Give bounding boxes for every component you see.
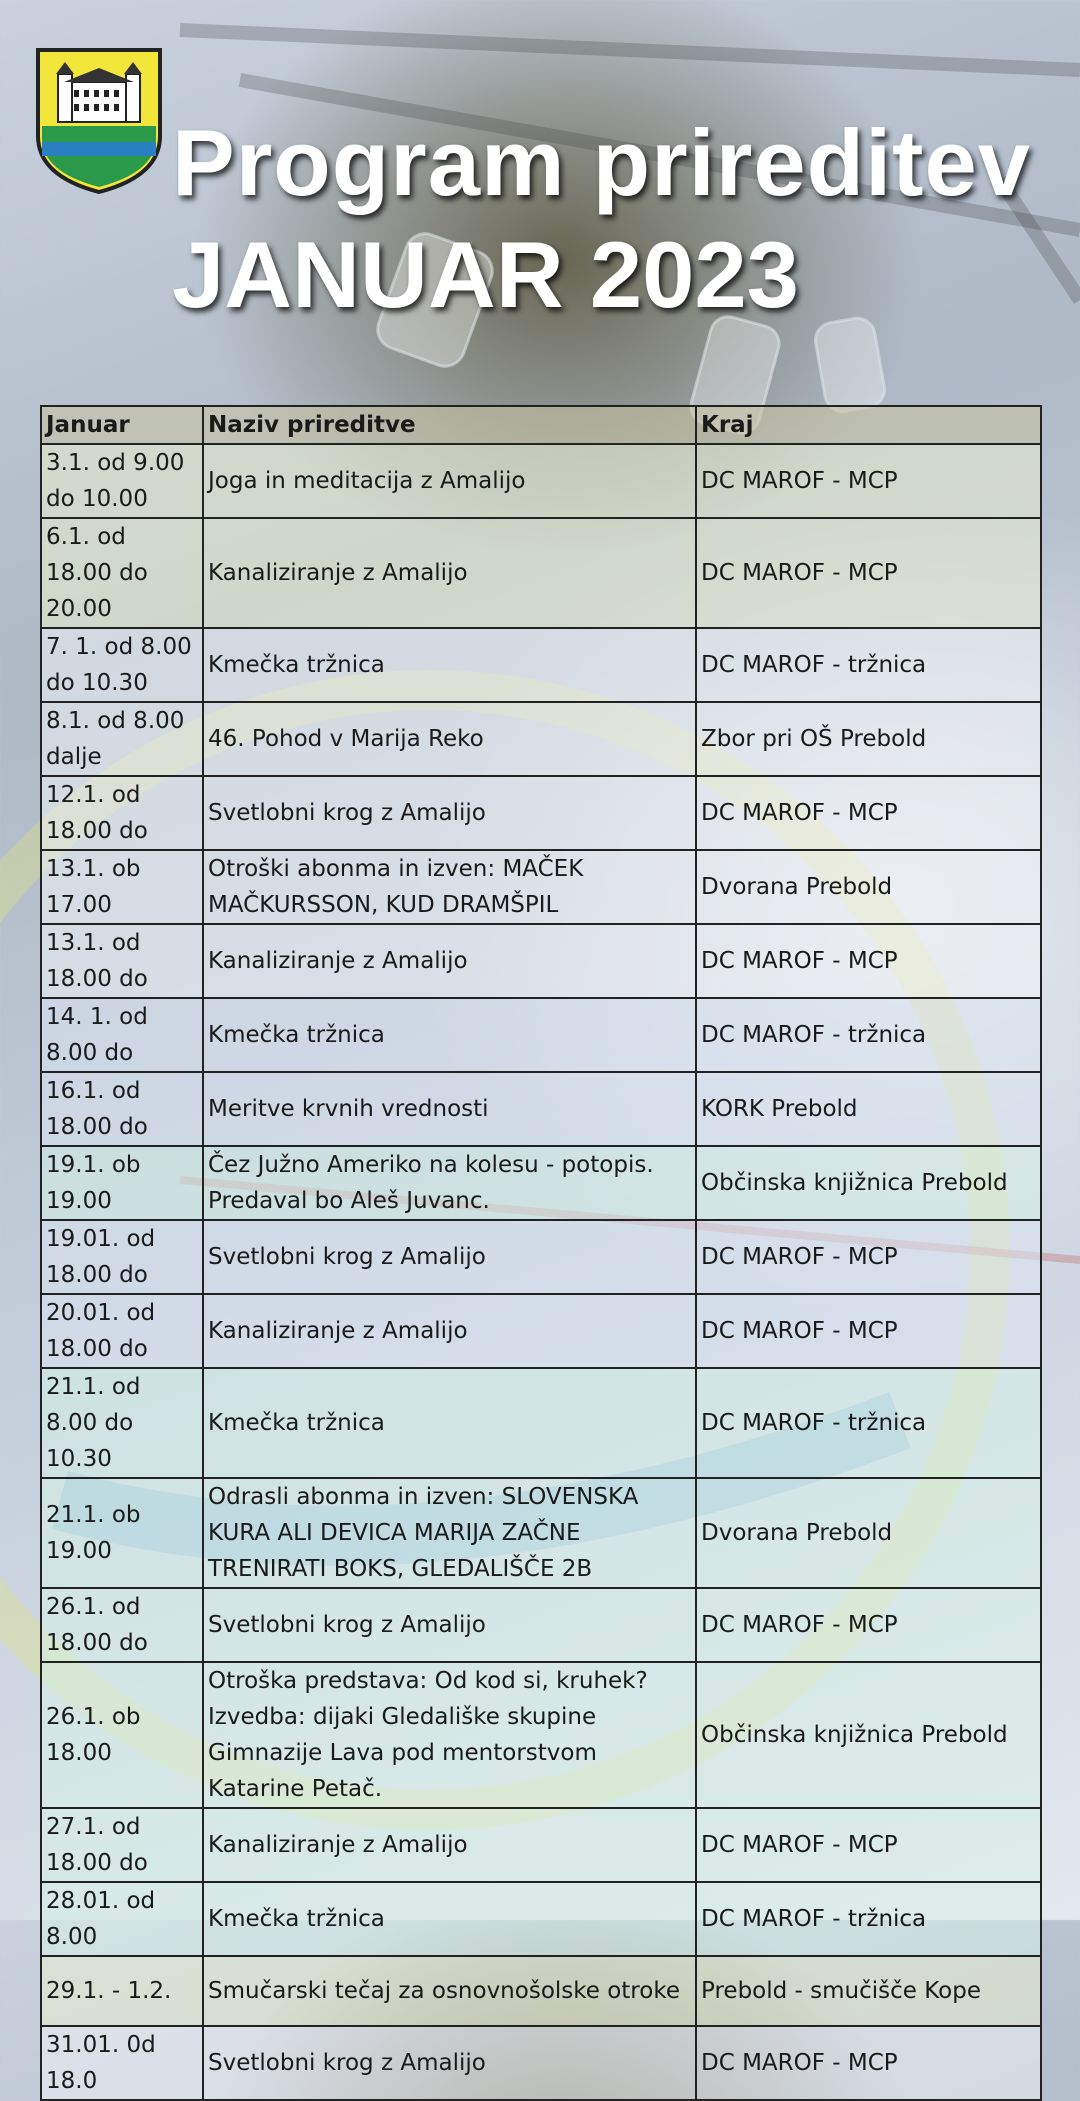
column-header-name: Naziv prireditve (203, 406, 696, 444)
table-row (41, 1072, 1041, 1146)
table-row (41, 850, 1041, 924)
event-place: DC MAROF - MCP (696, 1808, 1041, 1882)
event-name: Otroška predstava: Od kod si, kruhek? Izvedba: dijaki Gledališke skupine Gimnazije Lava pod mentorstvom Katarine Petač. (203, 1662, 696, 1808)
event-place: Dvorana Prebold (696, 850, 1041, 924)
table-row (41, 1220, 1041, 1294)
event-date: 19.1. ob 19.00 (41, 1146, 203, 1220)
event-date: 13.1. od 18.00 do (41, 924, 203, 998)
event-name: Kanaliziranje z Amalijo (203, 518, 696, 628)
event-place: Občinska knjižnica Prebold (696, 1662, 1041, 1808)
event-place: KORK Prebold (696, 1072, 1041, 1146)
event-date: 21.1. ob 19.00 (41, 1478, 203, 1588)
event-place: DC MAROF - MCP (696, 776, 1041, 850)
event-place: DC MAROF - MCP (696, 518, 1041, 628)
event-place: DC MAROF - MCP (696, 924, 1041, 998)
column-header-date: Januar (41, 406, 203, 444)
event-place: DC MAROF - tržnica (696, 1882, 1041, 1956)
table-row (41, 1662, 1041, 1808)
event-name: Čez Južno Ameriko na kolesu - potopis. Predaval bo Aleš Juvanc. (203, 1146, 696, 1220)
event-date: 19.01. od 18.00 do (41, 1220, 203, 1294)
table-row (41, 1956, 1041, 2026)
event-name: Kmečka tržnica (203, 998, 696, 1072)
table-row (41, 1478, 1041, 1588)
event-place: DC MAROF - tržnica (696, 628, 1041, 702)
event-place: Prebold - smučišče Kope (696, 1956, 1041, 2026)
column-header-place: Kraj (696, 406, 1041, 444)
table-row (41, 702, 1041, 776)
event-place: DC MAROF - MCP (696, 2026, 1041, 2100)
municipality-crest-icon (34, 46, 164, 196)
event-date: 21.1. od 8.00 do 10.30 (41, 1368, 203, 1478)
event-date: 26.1. ob 18.00 (41, 1662, 203, 1808)
table-row (41, 628, 1041, 702)
event-place: DC MAROF - MCP (696, 1294, 1041, 1368)
event-name: Otroški abonma in izven: MAČEK MAČKURSSON, KUD DRAMŠPIL (203, 850, 696, 924)
event-name: 46. Pohod v Marija Reko (203, 702, 696, 776)
event-place: DC MAROF - tržnica (696, 998, 1041, 1072)
event-name: Kmečka tržnica (203, 1368, 696, 1478)
event-name: Svetlobni krog z Amalijo (203, 1220, 696, 1294)
table-row (41, 1368, 1041, 1478)
event-name: Meritve krvnih vrednosti (203, 1072, 696, 1146)
event-date: 16.1. od 18.00 do (41, 1072, 203, 1146)
event-place: Dvorana Prebold (696, 1478, 1041, 1588)
event-date: 13.1. ob 17.00 (41, 850, 203, 924)
event-date: 6.1. od 18.00 do 20.00 (41, 518, 203, 628)
events-table (40, 405, 1042, 2101)
table-row (41, 998, 1041, 1072)
event-date: 12.1. od 18.00 do (41, 776, 203, 850)
event-name: Kanaliziranje z Amalijo (203, 1294, 696, 1368)
event-name: Svetlobni krog z Amalijo (203, 2026, 696, 2100)
event-name: Odrasli abonma in izven: SLOVENSKA KURA ALI DEVICA MARIJA ZAČNE TRENIRATI BOKS, GLEDALIŠČE 2B (203, 1478, 696, 1588)
event-date: 31.01. 0d 18.0 (41, 2026, 203, 2100)
table-row (41, 1146, 1041, 1220)
event-date: 20.01. od 18.00 do (41, 1294, 203, 1368)
table-row (41, 1294, 1041, 1368)
event-name: Joga in meditacija z Amalijo (203, 444, 696, 518)
event-name: Kanaliziranje z Amalijo (203, 924, 696, 998)
page-subtitle: JANUAR 2023 (172, 222, 799, 327)
table-header-row (41, 406, 1041, 444)
event-name: Kmečka tržnica (203, 628, 696, 702)
event-place: DC MAROF - tržnica (696, 1368, 1041, 1478)
event-place: Zbor pri OŠ Prebold (696, 702, 1041, 776)
event-name: Svetlobni krog z Amalijo (203, 1588, 696, 1662)
event-place: DC MAROF - MCP (696, 1220, 1041, 1294)
event-place: Občinska knjižnica Prebold (696, 1146, 1041, 1220)
event-date: 27.1. od 18.00 do (41, 1808, 203, 1882)
event-date: 29.1. - 1.2. (41, 1956, 203, 2026)
table-row (41, 776, 1041, 850)
event-place: DC MAROF - MCP (696, 444, 1041, 518)
event-name: Svetlobni krog z Amalijo (203, 776, 696, 850)
event-date: 26.1. od 18.00 do (41, 1588, 203, 1662)
event-date: 8.1. od 8.00 dalje (41, 702, 203, 776)
page-title: Program prireditev (172, 110, 1032, 215)
event-name: Kmečka tržnica (203, 1882, 696, 1956)
table-row (41, 1882, 1041, 1956)
table-row (41, 924, 1041, 998)
table-row (41, 518, 1041, 628)
event-date: 28.01. od 8.00 (41, 1882, 203, 1956)
table-row (41, 444, 1041, 518)
table-row (41, 1588, 1041, 1662)
event-date: 3.1. od 9.00 do 10.00 (41, 444, 203, 518)
event-name: Smučarski tečaj za osnovnošolske otroke (203, 1956, 696, 2026)
event-date: 14. 1. od 8.00 do (41, 998, 203, 1072)
event-date: 7. 1. od 8.00 do 10.30 (41, 628, 203, 702)
event-name: Kanaliziranje z Amalijo (203, 1808, 696, 1882)
event-place: DC MAROF - MCP (696, 1588, 1041, 1662)
table-row (41, 1808, 1041, 1882)
table-row (41, 2026, 1041, 2100)
